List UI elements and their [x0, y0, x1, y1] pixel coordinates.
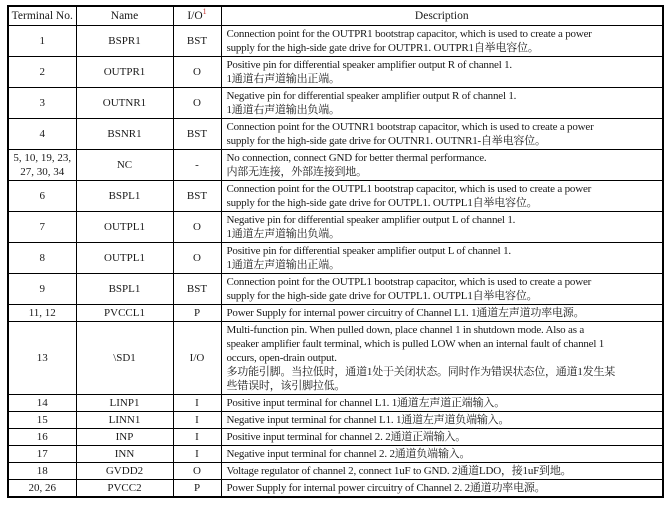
- description-line: No connection, connect GND for better thermal performance.: [226, 152, 487, 164]
- description-cell: [221, 446, 663, 463]
- table-row: [8, 181, 663, 212]
- description-cell: [221, 429, 663, 446]
- name-cell: OUTPL1: [76, 212, 173, 243]
- description-line: Negative pin for differential speaker amplifier output R of channel 1.: [226, 90, 517, 102]
- name-cell: BSPL1: [76, 274, 173, 305]
- col-header-terminal-no: Terminal No.: [8, 6, 76, 26]
- description-cell: [221, 119, 663, 150]
- col-header-io-label: I/O: [187, 10, 203, 22]
- description-line: Multi-function pin. When pulled down, place channel 1 in shutdown mode. Also as a: [226, 324, 585, 336]
- description-cell: [221, 322, 663, 395]
- name-cell: GVDD2: [76, 463, 173, 480]
- name-cell: BSPL1: [76, 181, 173, 212]
- terminal-no-cell: 17: [8, 446, 76, 463]
- io-cell: P: [173, 305, 221, 322]
- description-cell: [221, 88, 663, 119]
- io-cell: O: [173, 243, 221, 274]
- description-cell: [221, 150, 663, 181]
- description-line: 内部无连接，外部连接到地。: [226, 166, 367, 178]
- description-line: supply for the high-side gate drive for OUTPL1. OUTPL1自举电容位。: [226, 197, 538, 209]
- terminal-no-cell: 1: [8, 26, 76, 57]
- description-cell: [221, 463, 663, 480]
- col-header-name: Name: [76, 6, 173, 26]
- name-cell: OUTPL1: [76, 243, 173, 274]
- name-cell: PVCCL1: [76, 305, 173, 322]
- col-header-description: Description: [221, 6, 663, 26]
- terminal-no-cell: 13: [8, 322, 76, 395]
- description-line: Negative pin for differential speaker amplifier output L of channel 1.: [226, 214, 516, 226]
- io-footnote-superscript: 1: [202, 7, 207, 17]
- terminal-no-cell: 15: [8, 412, 76, 429]
- table-row: [8, 305, 663, 322]
- name-cell: BSNR1: [76, 119, 173, 150]
- description-cell: [221, 181, 663, 212]
- name-cell: NC: [76, 150, 173, 181]
- table-body: [8, 26, 663, 498]
- table-row: [8, 446, 663, 463]
- table-row: [8, 119, 663, 150]
- terminal-no-cell: 5, 10, 19, 23, 27, 30, 34: [8, 150, 76, 181]
- table-row: [8, 412, 663, 429]
- description-line: 1通道左声道输出正端。: [226, 259, 340, 271]
- table-row: [8, 395, 663, 412]
- name-cell: BSPR1: [76, 26, 173, 57]
- table-row: [8, 212, 663, 243]
- description-line: 1通道左声道输出负端。: [226, 228, 340, 240]
- description-cell: [221, 412, 663, 429]
- terminal-description-table: [7, 5, 664, 498]
- description-line: speaker amplifier fault terminal, which is pulled LOW when an internal fault of channel 1: [226, 338, 605, 350]
- table-row: [8, 243, 663, 274]
- table-row: [8, 463, 663, 480]
- description-line: Voltage regulator of channel 2, connect 1uF to GND. 2通道LDO，接1uF到地。: [226, 465, 572, 477]
- table-header: [8, 6, 663, 26]
- terminal-no-cell: 20, 26: [8, 480, 76, 498]
- io-cell: P: [173, 480, 221, 498]
- name-cell: INN: [76, 446, 173, 463]
- description-cell: [221, 305, 663, 322]
- description-line: Positive pin for differential speaker amplifier output L of channel 1.: [226, 245, 511, 257]
- table-row: [8, 57, 663, 88]
- description-line: Connection point for the OUTPL1 bootstrap capacitor, which is used to create a power: [226, 276, 592, 288]
- io-cell: BST: [173, 119, 221, 150]
- description-line: 多功能引脚。当拉低时，通道1处于关闭状态。同时作为错误状态位，通道1发生某: [226, 366, 616, 378]
- description-line: Connection point for the OUTNR1 bootstrap capacitor, which is used to create a power: [226, 121, 594, 133]
- description-line: Positive pin for differential speaker amplifier output R of channel 1.: [226, 59, 512, 71]
- table-row: [8, 480, 663, 498]
- description-line: Positive input terminal for channel 2. 2通道正端输入。: [226, 431, 467, 443]
- terminal-no-cell: 6: [8, 181, 76, 212]
- io-cell: I: [173, 412, 221, 429]
- terminal-no-cell: 8: [8, 243, 76, 274]
- name-cell: LINN1: [76, 412, 173, 429]
- terminal-no-cell: 2: [8, 57, 76, 88]
- col-header-io: [173, 6, 221, 26]
- description-line: Power Supply for internal power circuitry of Channel L1. 1通道左声道功率电源。: [226, 307, 585, 319]
- name-cell: \SD1: [76, 322, 173, 395]
- description-cell: [221, 480, 663, 498]
- description-line: Connection point for the OUTPR1 bootstrap capacitor, which is used to create a power: [226, 28, 592, 40]
- description-line: 1通道右声道输出负端。: [226, 104, 340, 116]
- table-row: [8, 150, 663, 181]
- io-cell: O: [173, 463, 221, 480]
- terminal-no-cell: 14: [8, 395, 76, 412]
- terminal-no-cell: 18: [8, 463, 76, 480]
- name-cell: OUTPR1: [76, 57, 173, 88]
- io-cell: I: [173, 446, 221, 463]
- io-cell: BST: [173, 181, 221, 212]
- table-row: [8, 322, 663, 395]
- table-row: [8, 274, 663, 305]
- description-cell: [221, 212, 663, 243]
- header-row: [8, 6, 663, 26]
- io-cell: I: [173, 395, 221, 412]
- io-cell: I: [173, 429, 221, 446]
- terminal-no-cell: 9: [8, 274, 76, 305]
- table-row: [8, 26, 663, 57]
- description-cell: [221, 57, 663, 88]
- name-cell: OUTNR1: [76, 88, 173, 119]
- io-cell: -: [173, 150, 221, 181]
- description-line: Connection point for the OUTPL1 bootstrap capacitor, which is used to create a power: [226, 183, 592, 195]
- table-row: [8, 88, 663, 119]
- table-row: [8, 429, 663, 446]
- terminal-no-cell: 16: [8, 429, 76, 446]
- description-cell: [221, 274, 663, 305]
- description-line: Power Supply for internal power circuitry of Channel 2. 2通道功率电源。: [226, 482, 546, 494]
- description-line: occurs, open-drain output.: [226, 352, 337, 364]
- name-cell: INP: [76, 429, 173, 446]
- description-line: Positive input terminal for channel L1. 1通道左声道正端输入。: [226, 397, 506, 409]
- description-line: supply for the high-side gate drive for OUTNR1. OUTNR1-自举电容位。: [226, 135, 546, 147]
- terminal-no-cell: 3: [8, 88, 76, 119]
- description-cell: [221, 26, 663, 57]
- io-cell: BST: [173, 274, 221, 305]
- description-line: supply for the high-side gate drive for OUTPL1. OUTPL1自举电容位。: [226, 290, 538, 302]
- terminal-no-cell: 11, 12: [8, 305, 76, 322]
- name-cell: LINP1: [76, 395, 173, 412]
- description-line: 些错误时，该引脚拉低。: [226, 380, 346, 392]
- io-cell: O: [173, 57, 221, 88]
- description-line: Negative input terminal for channel 2. 2通道负端输入。: [226, 448, 471, 460]
- io-cell: I/O: [173, 322, 221, 395]
- description-line: Negative input terminal for channel L1. 1通道左声道负端输入。: [226, 414, 510, 426]
- description-line: supply for the high-side gate drive for OUTPR1. OUTPR1自举电容位。: [226, 42, 539, 54]
- description-line: 1通道右声道输出正端。: [226, 73, 340, 85]
- terminal-no-cell: 7: [8, 212, 76, 243]
- io-cell: O: [173, 212, 221, 243]
- terminal-no-cell: 4: [8, 119, 76, 150]
- io-cell: O: [173, 88, 221, 119]
- io-cell: BST: [173, 26, 221, 57]
- description-cell: [221, 395, 663, 412]
- name-cell: PVCC2: [76, 480, 173, 498]
- description-cell: [221, 243, 663, 274]
